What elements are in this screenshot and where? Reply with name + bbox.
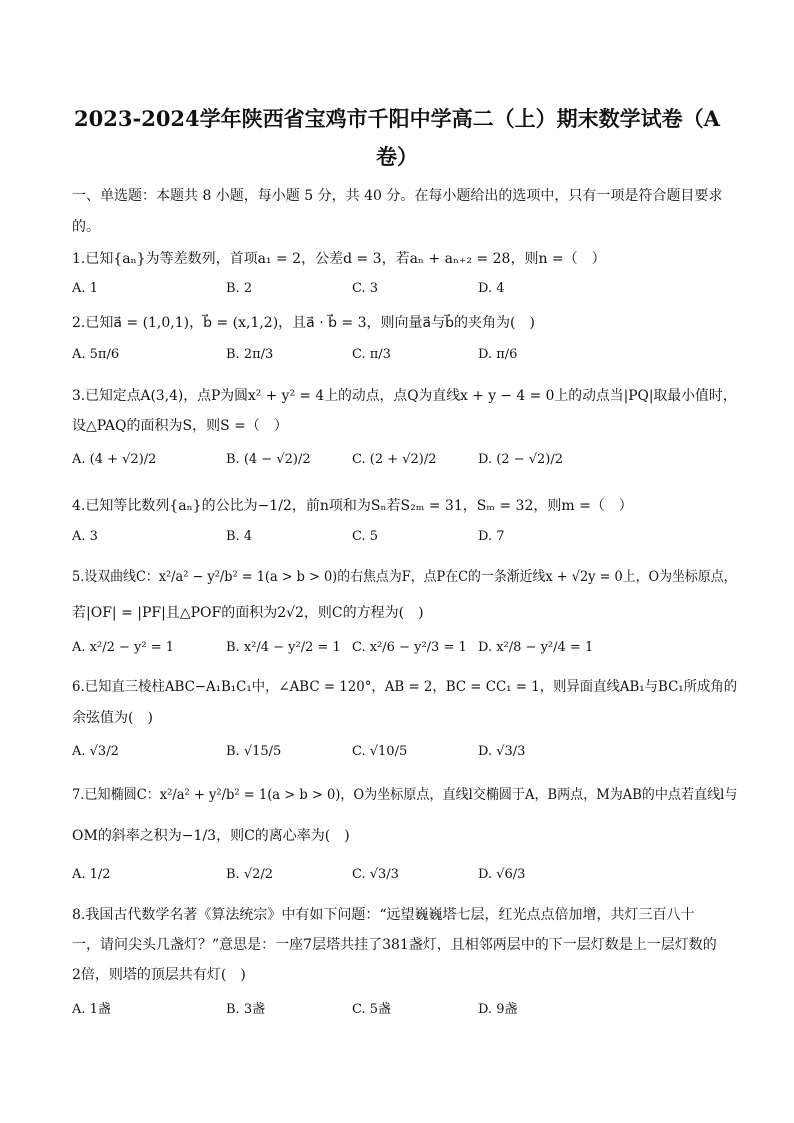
option-a: A. 1盏	[72, 1002, 111, 1017]
question-3-text-line1: 3.已知定点A(3,4)，点P为圆x² + y² = 4上的动点，点Q为直线x + y − 4 = 0上的动点当|PQ|取最小值时，	[72, 388, 737, 404]
option-a: A. 1	[72, 281, 98, 296]
option-b: B. (4 − √2)/2	[226, 452, 311, 467]
question-6-text-line2: 余弦值为( )	[72, 710, 153, 726]
question-7-text-line2: OM的斜率之积为−1/3，则C的离心率为( )	[72, 828, 350, 844]
question-8-text-line2: 一，请问尖头几盏灯？”意思是：一座7层塔共挂了381盏灯，且相邻两层中的下一层灯数是上一层灯数的	[72, 937, 717, 953]
option-a: A. x²/2 − y² = 1	[72, 640, 174, 655]
option-c: C. 5盏	[352, 1002, 392, 1017]
option-d: D. 4	[478, 281, 505, 296]
option-b: B. 2π/3	[226, 347, 274, 362]
option-c: C. √3/3	[352, 867, 399, 882]
question-6-text-line1: 6.已知直三棱柱ABC−A₁B₁C₁中，∠ABC = 120°，AB = 2，BC = CC₁ = 1，则异面直线AB₁与BC₁所成角的	[72, 679, 738, 695]
section-instructions-line2: 的。	[72, 219, 100, 235]
question-4-options	[72, 529, 732, 553]
question-7-options	[72, 867, 732, 891]
option-d: D. (2 − √2)/2	[478, 452, 564, 467]
option-b: B. √2/2	[226, 867, 274, 882]
question-8-text-line3: 2倍，则塔的顶层共有灯( )	[72, 967, 246, 983]
option-a: A. 1/2	[72, 867, 111, 882]
question-2-options	[72, 347, 732, 371]
option-d: D. 9盏	[478, 1002, 518, 1017]
question-3-text-line2: 设△PAQ的面积为S，则S =（ ）	[72, 418, 288, 434]
option-a: A. 3	[72, 529, 98, 544]
option-b: B. 3盏	[226, 1002, 266, 1017]
section-instructions-line1: 一、单选题：本题共 8 小题，每小题 5 分，共 40 分。在每小题给出的选项中，只有一项是符合题目要求	[72, 188, 723, 204]
option-c: C. √10/5	[352, 744, 408, 759]
option-c: C. 3	[352, 281, 379, 296]
exam-title-line2: 卷）	[376, 144, 418, 169]
option-d: D. x²/8 − y²/4 = 1	[478, 640, 594, 655]
option-b: B. 2	[226, 281, 253, 296]
option-b: B. √15/5	[226, 744, 282, 759]
option-a: A. (4 + √2)/2	[72, 452, 157, 467]
option-d: D. √6/3	[478, 867, 526, 882]
option-b: B. 4	[226, 529, 253, 544]
option-d: D. π/6	[478, 347, 518, 362]
question-1-text: 1.已知{aₙ}为等差数列，首项a₁ = 2，公差d = 3，若aₙ + aₙ₊₂ = 28，则n =（ ）	[72, 251, 606, 267]
exam-title-line1: 2023-2024学年陕西省宝鸡市千阳中学高二（上）期末数学试卷（A	[74, 106, 720, 131]
option-d: D. √3/3	[478, 744, 526, 759]
option-a: A. 5π/6	[72, 347, 120, 362]
option-c: C. x²/6 − y²/3 = 1	[352, 640, 467, 655]
question-8-text-line1: 8.我国古代数学名著《算法统宗》中有如下问题：“远望巍巍塔七层，红光点点倍加增，共灯三百八十	[72, 907, 695, 923]
option-d: D. 7	[478, 529, 505, 544]
option-c: C. π/3	[352, 347, 391, 362]
question-1-options	[72, 281, 732, 305]
option-a: A. √3/2	[72, 744, 119, 759]
option-c: C. (2 + √2)/2	[352, 452, 437, 467]
option-c: C. 5	[352, 529, 379, 544]
question-5-options	[72, 640, 732, 664]
question-4-text: 4.已知等比数列{aₙ}的公比为−1/2，前n项和为Sₙ若S₂ₘ = 31，Sₘ = 32，则m =（ ）	[72, 498, 633, 514]
question-7-text-line1: 7.已知椭圆C：x²/a² + y²/b² = 1(a > b > 0)，O为坐标原点，直线l交椭圆于A，B两点，M为AB的中点若直线l与	[72, 787, 738, 803]
question-5-text-line1: 5.设双曲线C：x²/a² − y²/b² = 1(a > b > 0)的右焦点为F，点P在C的一条渐近线x + √2y = 0上，O为坐标原点，	[72, 569, 737, 585]
question-5-text-line2: 若|OF| = |PF|且△POF的面积为2√2，则C的方程为( )	[72, 605, 424, 621]
option-b: B. x²/4 − y²/2 = 1	[226, 640, 341, 655]
question-6-options	[72, 744, 732, 768]
question-3-options	[72, 452, 732, 476]
question-2-text: 2.已知a⃗ = (1,0,1)，b⃗ = (x,1,2)，且a⃗ · b⃗ = 3，则向量a⃗与b⃗的夹角为( )	[72, 315, 535, 331]
question-8-options	[72, 998, 732, 1022]
